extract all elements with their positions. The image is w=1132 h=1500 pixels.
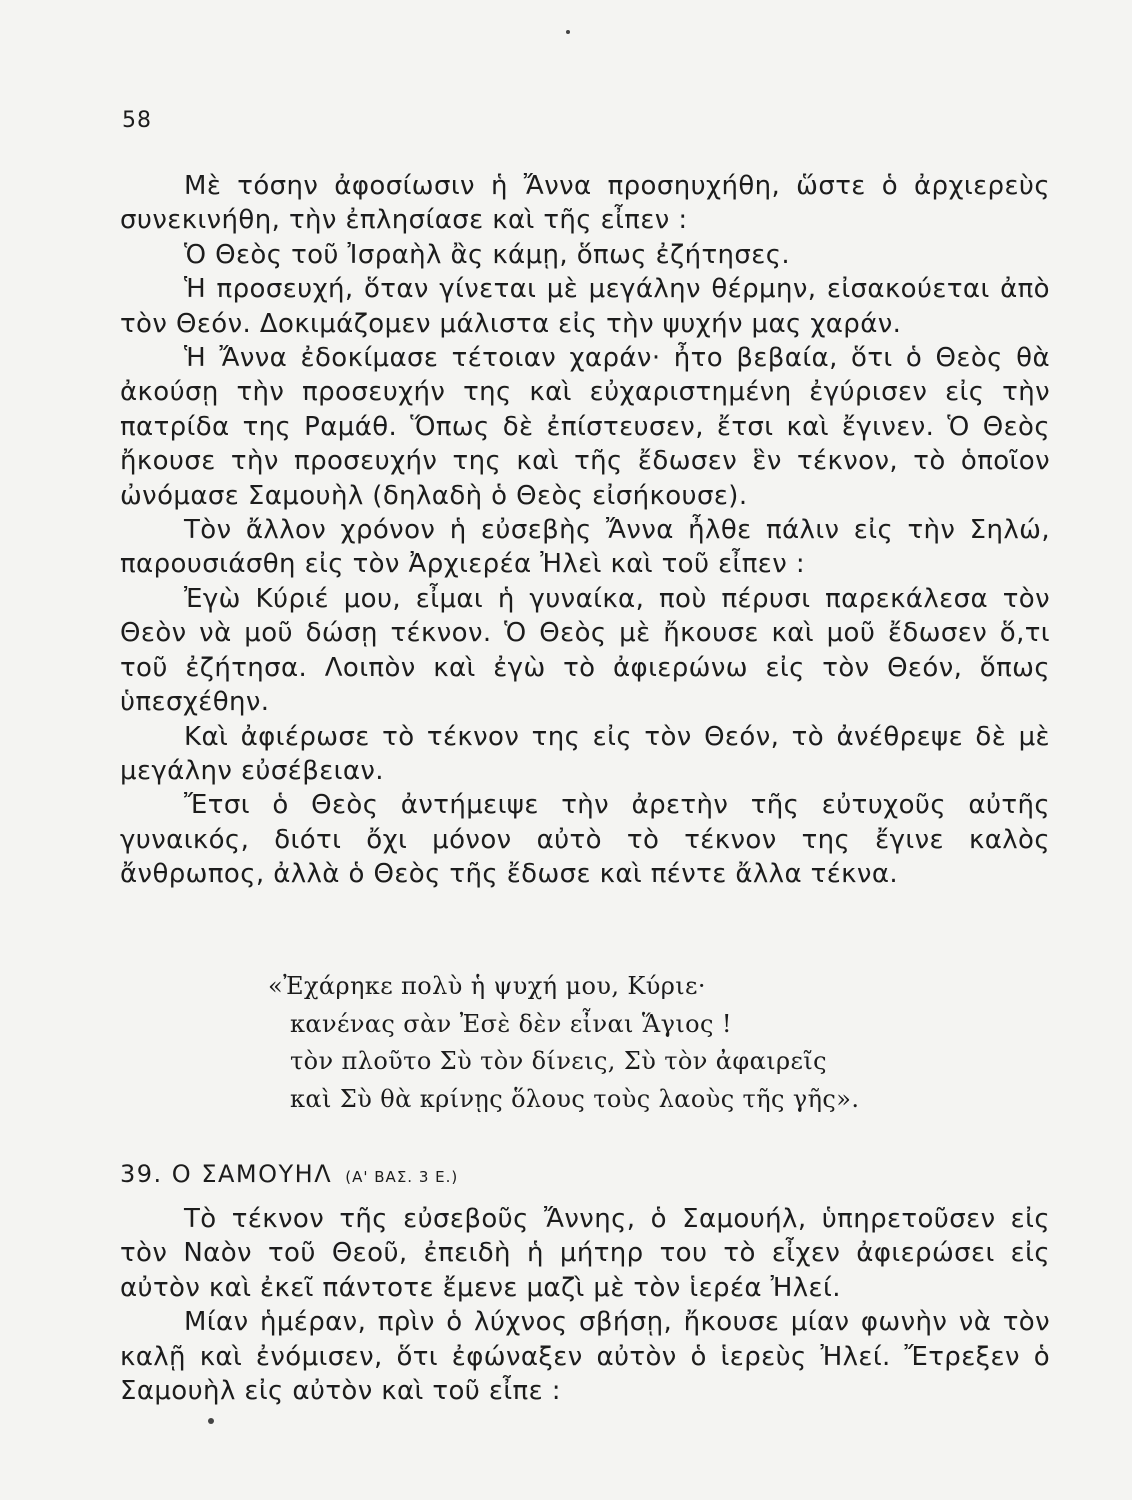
story-text-anna [120,169,1050,892]
paragraph: Ἐγὼ Κύριέ μου, εἶμαι ἡ γυναίκα, ποὺ πέρυσι παρεκάλεσα τὸν Θεὸν νὰ μοῦ δώσῃ τέκνον. Ὁ Θεὸς μὲ ἤκουσε καὶ μοῦ ἔδωσεν ὅ,τι τοῦ ἐζήτησα. Λοιπὸν καὶ ἐγὼ τὸ ἀφιερώνω εἰς τὸν Θεόν, ὅπως ὑπεσχέθην. [120,583,1050,718]
section-title: 39. Ο ΣΑΜΟΥΗΛ [120,1160,333,1188]
paragraph: Καὶ ἀφιέρωσε τὸ τέκνον της εἰς τὸν Θεόν, τὸ ἀνέθρεψε δὲ μὲ μεγάλην εὐσέβειαν. [120,721,1050,786]
poem-line: τὸν πλοῦτο Σὺ τὸν δίνεις, Σὺ τὸν ἀφαιρεῖς [290,1047,828,1075]
section-reference: (Α' ΒΑΣ. 3 Ε.) [345,1168,459,1186]
paragraph: Ἡ Ἄννα ἐδοκίμασε τέτοιαν χαράν· ἦτο βεβαία, ὅτι ὁ Θεὸς θὰ ἀκούσῃ τὴν προσευχήν της καὶ εὐχαριστημένη ἐγύρισεν εἰς τὴν πατρίδα της Ραμάθ. Ὅπως δὲ ἐπίστευσεν, ἔτσι καὶ ἔγινεν. Ὁ Θεὸς ἤκουσε τὴν προσευχήν της καὶ τῆς ἔδωσεν ἓν τέκνον, τὸ ὁποῖον ὠνόμασε Σαμουὴλ (δηλαδὴ ὁ Θεὸς εἰσήκουσε). [120,343,1050,511]
paragraph: Τὸν ἄλλον χρόνον ἡ εὐσεβὴς Ἄννα ἦλθε πάλιν εἰς τὴν Σηλώ, παρουσιάσθη εἰς τὸν Ἀρχιερέα Ἠλεὶ καὶ τοῦ εἶπεν : [120,515,1050,580]
print-speck [208,1418,214,1424]
section-heading [120,1160,458,1188]
hymn-quote [268,968,928,1118]
paragraph: Μίαν ἡμέραν, πρὶν ὁ λύχνος σβήσῃ, ἤκουσε μίαν φωνὴν νὰ τὸν καλῇ καὶ ἐνόμισεν, ὅτι ἐφώναξεν αὐτὸν ὁ ἱερεὺς Ἠλεί. Ἔτρεξεν ὁ Σαμουὴλ εἰς αὐτὸν καὶ τοῦ εἶπε : [120,1307,1050,1407]
paragraph: Τὸ τέκνον τῆς εὐσεβοῦς Ἄννης, ὁ Σαμουήλ, ὑπηρετοῦσεν εἰς τὸν Ναὸν τοῦ Θεοῦ, ἐπειδὴ ἡ μήτηρ του τὸ εἶχεν ἀφιερώσει εἰς αὐτὸν καὶ ἐκεῖ πάντοτε ἔμενε μαζὶ μὲ τὸν ἱερέα Ἠλεί. [120,1204,1050,1303]
poem-line: «Ἐχάρηκε πολὺ ἡ ψυχή μου, Κύριε· [268,972,706,1000]
paragraph: Ἡ προσευχή, ὅταν γίνεται μὲ μεγάλην θέρμην, εἰσακούεται ἀπὸ τὸν Θεόν. Δοκιμάζομεν μάλιστα εἰς τὴν ψυχήν μας χαράν. [120,274,1050,339]
story-text-samuel [120,1202,1050,1408]
page-number: 58 [122,108,152,133]
paragraph: Μὲ τόσην ἀφοσίωσιν ἡ Ἄννα προσηυχήθη, ὥστε ὁ ἀρχιερεὺς συνεκινήθη, τὴν ἐπλησίασε καὶ τῆς εἶπεν : [120,171,1050,236]
poem-line: καὶ Σὺ θὰ κρίνῃς ὅλους τοὺς λαοὺς τῆς γῆς». [290,1084,860,1113]
paragraph: Ὁ Θεὸς τοῦ Ἰσραὴλ ἂς κάμῃ, ὅπως ἐζήτησες. [184,239,791,270]
print-speck [566,30,570,34]
poem-line: κανένας σὰν Ἐσὲ δὲν εἶναι Ἅγιος ! [290,1009,732,1038]
paragraph: Ἔτσι ὁ Θεὸς ἀντήμειψε τὴν ἀρετὴν τῆς εὐτυχοῦς αὐτῆς γυναικός, διότι ὄχι μόνον αὐτὸ τὸ τέκνον της ἔγινε καλὸς ἄνθρωπος, ἀλλὰ ὁ Θεὸς τῆς ἔδωσε καὶ πέντε ἄλλα τέκνα. [120,790,1050,890]
